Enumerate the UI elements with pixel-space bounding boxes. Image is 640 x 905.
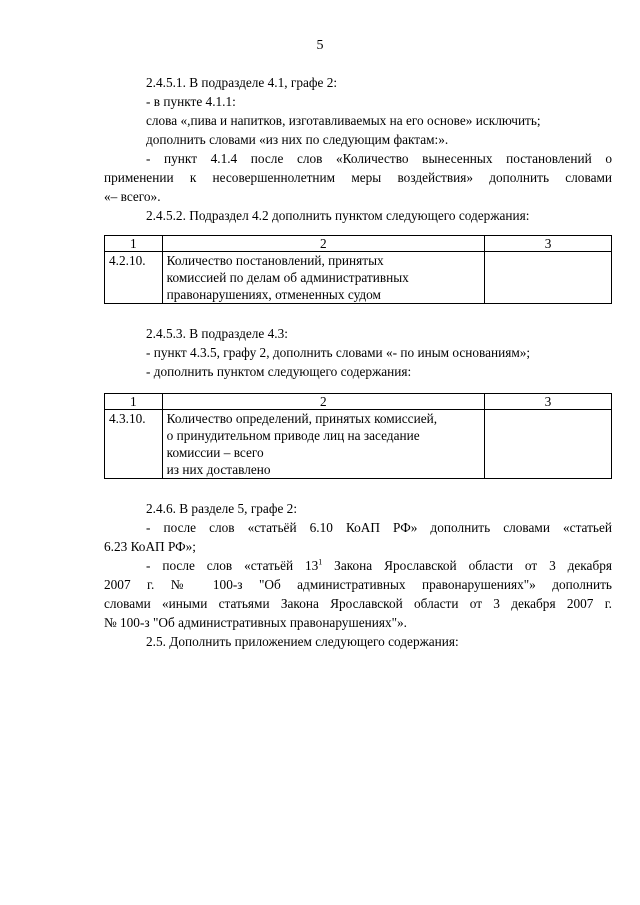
sec-2451-item2-line3: «– всего». xyxy=(104,189,161,204)
row-description-line: из них доставлено xyxy=(166,462,271,477)
row-description-line: комиссии – всего xyxy=(166,445,264,460)
sec-2451-exclude: слова «,пива и напитков, изготавливаемых на его основе» исключить; xyxy=(146,113,541,128)
sec-2453-item1: - пункт 4.3.5, графу 2, дополнить словами «- по иным основаниям»; xyxy=(146,345,531,360)
row-description-line: Количество постановлений, принятых xyxy=(166,253,384,268)
table-row xyxy=(105,410,612,479)
table-header-row xyxy=(105,236,612,252)
row-description-line: правонарушениях, отмененных судом xyxy=(166,287,381,302)
sec-2452-title: 2.4.5.2. Подраздел 4.2 дополнить пунктом следующего содержания: xyxy=(146,208,530,223)
row-value xyxy=(484,410,611,479)
sec-246-item2-line4: № 100-з "Об административных правонарушениях"». xyxy=(104,615,407,630)
table-header-cell: 1 xyxy=(105,236,163,252)
sec-246-item2-line1 xyxy=(104,556,612,575)
table-header-cell: 2 xyxy=(162,394,484,410)
table-header-cell: 3 xyxy=(485,236,612,252)
row-description xyxy=(162,410,484,479)
page-number: 5 xyxy=(316,38,324,53)
sec-246-item2-line1-a: - после слов «статьёй 13 xyxy=(146,558,319,573)
sec-246-item2-line3: словами «иными статьями Закона Ярославской области от 3 декабря 2007 г. xyxy=(104,596,612,611)
sec-2451-item1: - в пункте 4.1.1: xyxy=(146,94,236,109)
table-row xyxy=(105,252,612,304)
table-header-cell: 2 xyxy=(162,236,484,252)
document-body xyxy=(104,73,612,651)
row-value xyxy=(485,252,612,304)
table-header-cell: 1 xyxy=(105,394,163,410)
row-number: 4.3.10. xyxy=(105,410,163,479)
row-number: 4.2.10. xyxy=(105,252,163,304)
sec-2453-item2: - дополнить пунктом следующего содержания: xyxy=(146,364,412,379)
row-description-line: о принудительном приводе лиц на заседание xyxy=(166,428,420,443)
sec-2453-title: 2.4.5.3. В подразделе 4.3: xyxy=(146,326,288,341)
sec-25-title: 2.5. Дополнить приложением следующего содержания: xyxy=(146,634,459,649)
row-description-line: Количество определений, принятых комиссией, xyxy=(166,411,438,426)
table-4-3 xyxy=(104,393,612,479)
table-header-row xyxy=(105,394,612,410)
superscript: 1 xyxy=(318,557,323,567)
sec-246-item1-line2: 6.23 КоАП РФ»; xyxy=(104,539,196,554)
sec-2451-title: 2.4.5.1. В подразделе 4.1, графе 2: xyxy=(146,75,338,90)
table-header-cell: 3 xyxy=(484,394,611,410)
sec-246-item2-line1-b: Закона Ярославской области от 3 декабря xyxy=(322,558,612,573)
row-description-line: комиссией по делам об административных xyxy=(166,270,409,285)
sec-246-title: 2.4.6. В разделе 5, графе 2: xyxy=(146,501,298,516)
sec-2451-add: дополнить словами «из них по следующим фактам:». xyxy=(146,132,449,147)
sec-2451-item2-line2: применении к несовершеннолетним меры воздействия» дополнить словами xyxy=(104,170,612,185)
sec-2451-item2-line1: - пункт 4.1.4 после слов «Количество вынесенных постановлений о xyxy=(146,151,612,166)
table-4-2 xyxy=(104,235,612,304)
row-description xyxy=(162,252,484,304)
sec-246-item2-line2: 2007 г. № 100-з "Об административных правонарушениях"» дополнить xyxy=(104,577,612,592)
sec-246-item1-line1: - после слов «статьёй 6.10 КоАП РФ» дополнить словами «статьей xyxy=(146,520,612,535)
